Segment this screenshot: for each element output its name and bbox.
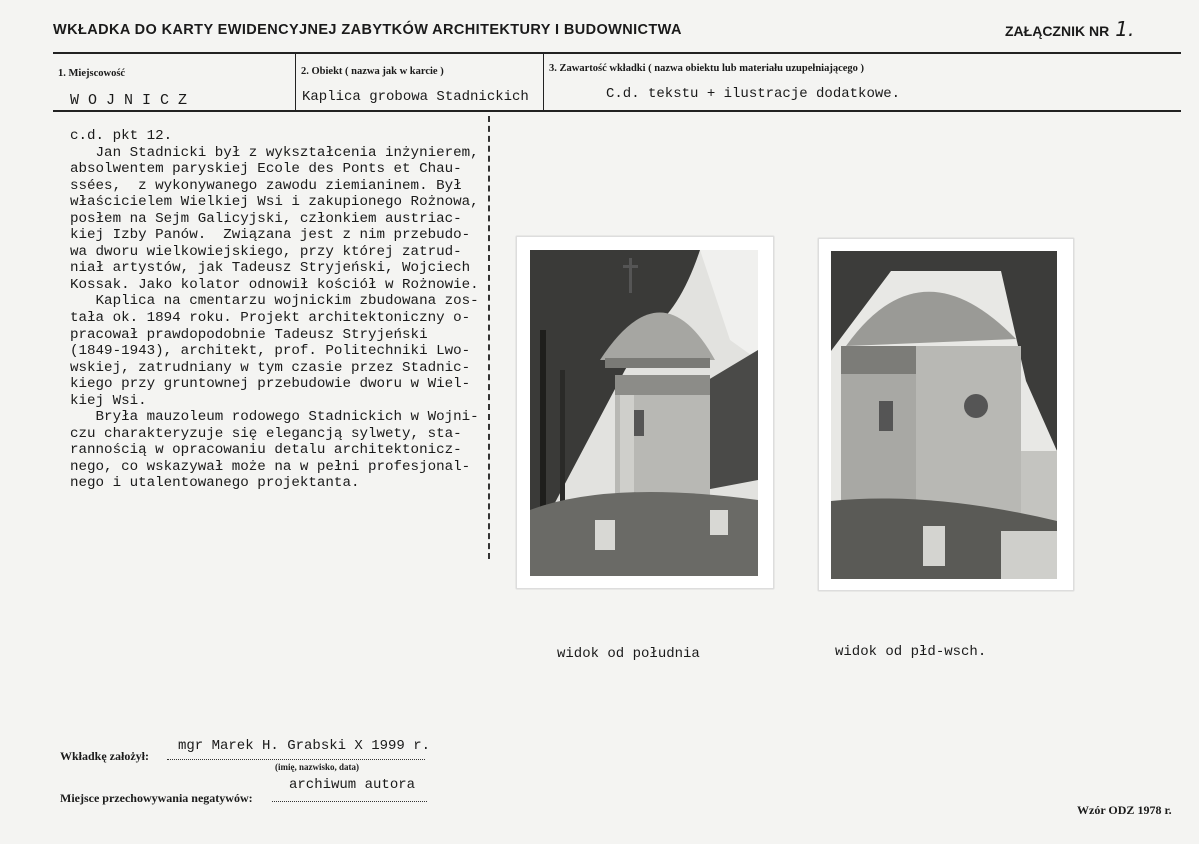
storage-dotted-line <box>272 801 427 802</box>
photo-chapel-south <box>530 250 758 576</box>
locality-label: 1. Miejscowość <box>58 68 126 79</box>
content-label: 3. Zawartość wkładki ( nazwa obiektu lub materiału uzupełniającego ) <box>549 63 865 74</box>
header-rule-bottom <box>53 110 1181 112</box>
object-label: 2. Obiekt ( nazwa jak w karcie ) <box>301 66 444 77</box>
template-note: Wzór ODZ 1978 r. <box>1077 803 1172 817</box>
content-value: C.d. tekstu + ilustracje dodatkowe. <box>606 86 901 102</box>
locality-value: W O J N I C Z <box>70 92 188 109</box>
author-note: (imię, nazwisko, data) <box>275 762 359 772</box>
author-label: Wkładkę założył: <box>60 749 149 763</box>
storage-label: Miejsce przechowywania negatywów: <box>60 791 253 805</box>
column-divider <box>488 116 490 559</box>
object-value: Kaplica grobowa Stadnickich <box>302 89 529 105</box>
author-dotted-line <box>167 759 425 760</box>
header-rule-top <box>53 52 1181 54</box>
attachment-label: ZAŁĄCZNIK NR <box>1005 23 1110 39</box>
attachment-value: 1. <box>1115 17 1135 41</box>
photo-caption: widok od płd-wsch. <box>835 644 987 660</box>
photo-card <box>818 238 1074 591</box>
storage-value: archiwum autora <box>289 777 416 793</box>
photo-chapel-southeast <box>831 251 1057 579</box>
continuation-text: c.d. pkt 12. Jan Stadnicki był z wykształcenia inżynierem, absolwentem paryskiej Ecole des Ponts et Chau- ssées, z wykonywanego zawodu ziemianinem. Był właścicielem Wielkiej Wsi i zakupionego Rożnowa, posłem na Sejm Galicyjski, członkiem austriac- kiej Izby Panów. Związana jest z nim przebudo- wa dworu wielkowiejskiego, przy której zatrud- niał artystów, jak Tadeusz Stryjeński, Wojciech Kossak. Jako kolator odnowił kościół w Rożnowie. Kaplica na cmentarzu wojnickim zbudowana zos- tała ok. 1894 roku. Projekt architektoniczny o- pracował prawdopodobnie Tadeusz Stryjeński (1849-1943), architekt, prof. Politechniki Lwo- wskiej, zatrudniany w tym czasie przez Stadnic- kiego przy gruntownej przebudowie dworu w Wiel- kiej Wsi. Bryła mauzoleum rodowego Stadnickich w Wojni- czu charakteryzuje się elegancją sylwety, sta- rannością w opracowaniu detalu architektonicz- nego, co wskazywał może na w pełni profesjonal- nego i utalentowanego projektanta. <box>70 128 479 492</box>
field-divider <box>543 54 544 110</box>
photo-card <box>516 236 774 589</box>
author-value: mgr Marek H. Grabski X 1999 r. <box>178 738 431 754</box>
document-title: WKŁADKA DO KARTY EWIDENCYJNEJ ZABYTKÓW ARCHITEKTURY I BUDOWNICTWA <box>53 22 682 38</box>
photo-caption: widok od południa <box>557 646 700 662</box>
field-divider <box>295 54 296 110</box>
attachment-number <box>1005 17 1134 41</box>
